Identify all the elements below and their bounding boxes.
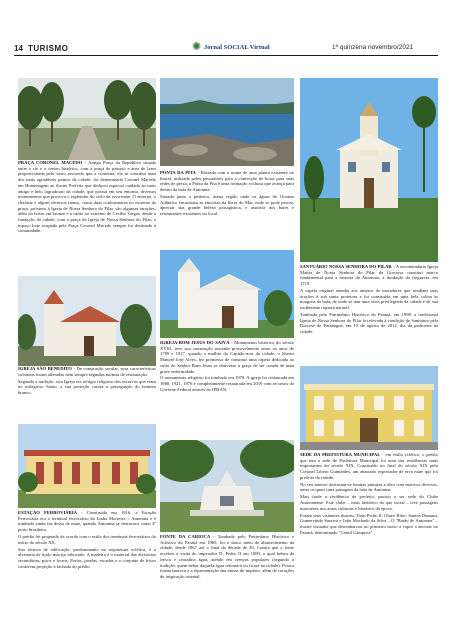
section-title: TURISMO [28,44,69,53]
bom-jesus-caption [160,340,294,438]
ferroviaria-text-1: - Construída em 1916, a Estação Ferroviária era o terminal ferroviário da Linha Morretes – Antonina e é tombado ainda faz dessa de mate, quando Antonina se destacava como 4º porto brasileiro. [18,510,156,533]
header-rule [14,55,438,56]
sao-benedito-caption [18,366,156,422]
pilar-text-3: Tombada pelo Patrimônio Histórico do Paraná, em 1998, a tradicional Igreja de Nossa Senhora do Pilar foi elevada à condição de Santuário pela Diocese de Paranaguá, em 15 de agosto de 2012, dia da padroeira na cidade. [300,312,438,335]
pilar-caption [300,264,438,360]
page-number: 14 [14,44,23,53]
prefeitura-title: SEDE DA PREFEITURA MUNICIPAL [300,452,381,457]
sao-benedito-text-2: Segundo a tradição, esta Igreja era refúgio religioso dos escravos que viam no milagroso Santo, a sua proteção contra a perseguição do homem branco. [18,378,156,395]
ferroviaria-caption [18,510,156,612]
ponta-text-1: - Baixada com o nome de uma planta existente no litoral, utilizada pelos pescadores para a confecção de boias para suas redes de pesca, a Ponta da Pita é uma formação rochosa que avança para dentro da baía de Antonina. [160,170,294,193]
ponta-text-2: Situada junto a pedreira, numa região onde os águas do Oceano Atlântico encontram as encostas da Serra do Mar, onde se pode pescar, apreciar sua grande beleza paisagística, e usufruir dos bares e restaurantes existentes no local. [160,194,294,217]
praca-caption [18,160,156,294]
logo-icon: ✺ [192,40,202,53]
prefeitura-text-1: - em estilo eclético, o prédio que tem a sede de Prefeitura Municipal foi uma das residências mais importantes do século XIX. Construído no final do século XIX pelo Coronel Libero Guimarães, um abastado exportador de erva mate que foi prefeito da cidade. [300,452,438,480]
bom-jesus-photo [160,250,294,338]
ferroviaria-title: ESTAÇÃO FERROVIÁRIA [18,510,77,515]
carioca-title: FONTE DA CARIOCA [160,534,211,539]
pilar-text-2: A capela original atendia aos anseios de moradores que rendiam suas orações à sua santa protetora e foi construída em uma bela colina às margens da baía, de onde se tem uma vista privilegiada da cidade e de sua exuberante riqueza natural. [300,288,438,311]
sao-benedito-text-1: - De construção secular, suas características coloniais foram alteradas nem sempre seguidas normas de restauração. [18,366,156,377]
praca-title: PRAÇA CORONEL MACEDO [18,160,83,165]
issue-date: 1ª quinzena novembro/2021 [332,44,414,51]
pilar-text-1: - A encomendaria Igreja Matriz de Nossa Senhora do Pilar da Graciosa constitui marco fundamental para a história de Antonina, a fundação da freguesia, em 1719. [300,264,438,287]
logo-text: Jornal SOCIAL Virtual [204,44,270,51]
newspaper-logo [192,40,278,56]
ponta-caption [160,170,294,248]
ferroviaria-photo [18,424,156,508]
prefeitura-photo [300,366,438,450]
praca-text: - Antiga Praça da República situada entre o rio e o centro histórico, com a praça de passeio e área de lazer proporcionada pelo vasto arvoredo que a contorna, ela se constitui num dos mais agradáveis pontos da cidade, foi denominada Coronel Macedo em Homenagem ao ilustre Prefeito que dedicou especial cuidado ao mais antigo e belo logradouro da cidade, que possui em seu entorno, diversos monumentos que provoca o esplendor do ciclo da erva-mate. O entorno, o chafariz e alguns diversos ramos, como duas conformeiras no extremo da praça, próximo à Igreja de Nossa Senhora do Pilar, são algumas atrações, além do busto em bronze e a canto no extremo de Cecílio Vargas, desde a fundação da cidade, com a praça da Igreja de Nossa Senhora do Pilar, o espaço hoje ocupado pela Praça Coronel Macedo sempre foi destinado à comunidade. [18,160,156,234]
ferroviaria-text-2: O prédio foi projetado de acordo com o estilo dos terminais ferroviários do início do século XX. [18,534,156,545]
carioca-caption [160,534,294,612]
prefeitura-text-4: Foram seus visitantes ilustres: Dom Pedro II, Olavo Bilac, Santos Dumont, Gumercindo Saraiva e João Machado da Silva – O "Barão de Antonina" – ilustre visitante que desembarcou no primeiro navio a vapor a ancorar no Paraná, denominado "Gentil Campista". [300,512,438,535]
bom-jesus-title: IGREJA BOM JESUS DO SAIVÁ [160,340,230,345]
bom-jesus-text-2: O monumento religioso foi tombado em 1970. A igreja foi restaurada em 1980, 1921, 1976 e completamente restaurada em 2019 com recursos do Governo Federal através do IPHAN. [160,375,294,392]
prefeitura-caption [300,452,438,612]
carioca-photo [160,440,294,532]
pilar-photo [300,78,438,262]
ferroviaria-text-3: Sua técnica de edificação, predominante na arquitetura eclética, é a alvenaria de tijolo maciço rebocado. A madeira é o material das divisórias secundárias, pisos e forros. Portas, janelas, escadas e o conjunto de frisos conferem projeção à fachada do prédio. [18,546,156,569]
prefeitura-text-3: Mais tarde a residência de prefeito, passou a ser sede do Clube Antoninense. Este clube – mais histórico do que social – teve passagens marcantes nos anais culturais e literários da época. [300,494,438,511]
praca-photo [18,78,156,160]
ponta-title: PONTA DA PITA [160,170,196,175]
sao-benedito-title: IGREJA SÃO BENEDITO [18,366,72,371]
carioca-text: - Tombada pelo Patrimônio Histórico e Artístico do Paraná em 1969, foi o único meio de abastecimento da cidade, desde 1867 até o final da década de 30. Consta que a fonte recebeu a visita do imperador D. Pedro II em 1880, o qual bebeu da fresca e cristalina água, atendo em crenças populares (segundo a tradição, quem beber daquela água retornará ou ficará na cidade). Possui forma barroca e a representação das armas do império, além de corações de inspiração oriental. [160,534,295,579]
prefeitura-text-2: No seu interior destacam-se bonitas pinturas a óleo com motivos diversos, entre os quais uma paisagem da baía de Antonina. [300,481,438,493]
ponta-photo [160,78,294,166]
pilar-title: SANTUÁRIO NOSSA SENHORA DO PILAR [300,264,392,269]
sao-benedito-photo [18,276,156,366]
bom-jesus-text-1: - Monumento histórico do século XVIII, teve sua construção iniciada provavelmente entre os anos de 1789 e 1817, quando a mulher do Capitão-mor da cidade, o liberto Manoel José Alves, fez promessa de construir uma capela dedicada ao culto do Senhor Bom Jesus se obtivesse a graça de ser curada de uma grave enfermidade. [160,340,294,374]
